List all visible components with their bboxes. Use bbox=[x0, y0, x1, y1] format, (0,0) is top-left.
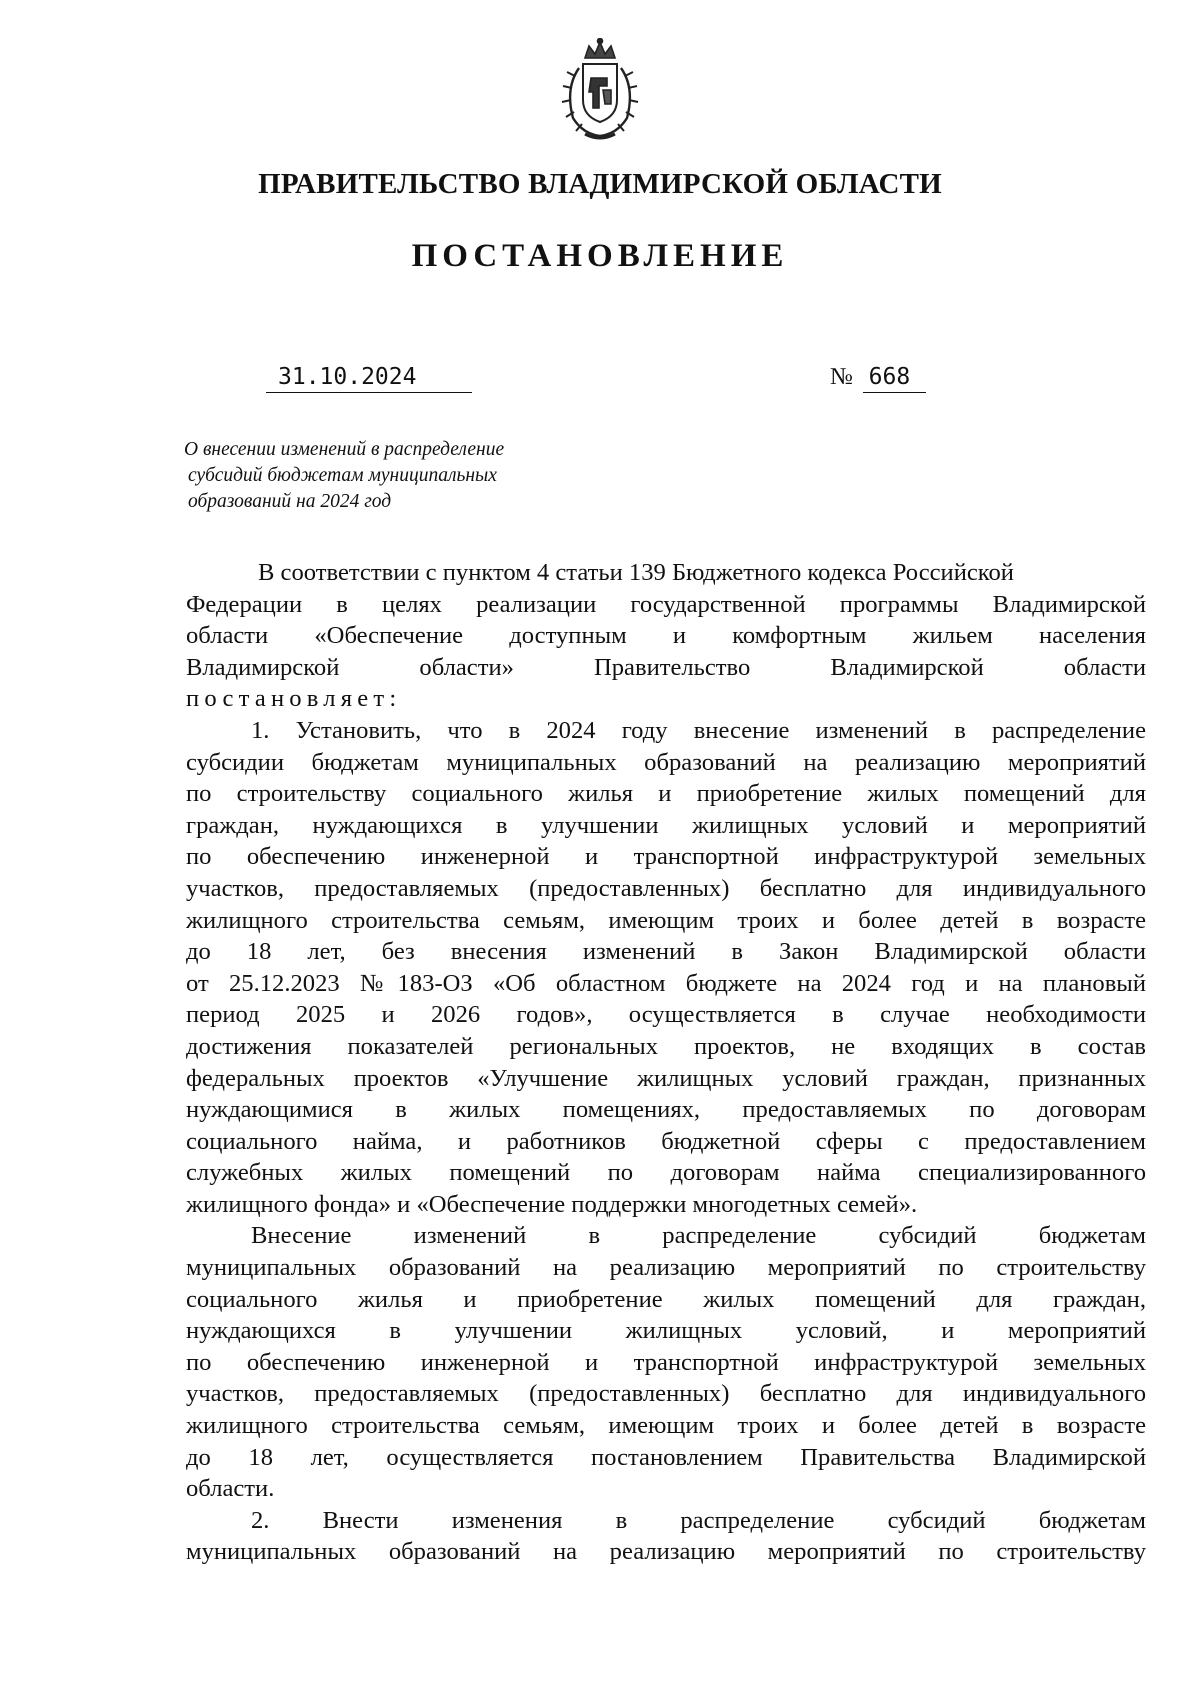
subject-line: О внесении изменений в распределение bbox=[184, 439, 505, 460]
item1-line: достижения показателей региональных проектов, не входящих в состав bbox=[186, 1032, 1146, 1060]
item1-paragraph2-line: до 18 лет, осуществляется постановлением Правительства Владимирской bbox=[186, 1443, 1146, 1471]
item1-line: по строительству социального жилья и приобретение жилых помещений для bbox=[186, 780, 1146, 808]
preamble-line: Владимирской области» Правительство Владимирской области bbox=[186, 653, 1146, 681]
number-value: 668 bbox=[863, 364, 927, 393]
item1-line: служебных жилых помещений по договорам найма специализированного bbox=[186, 1159, 1146, 1187]
subject-line: субсидий бюджетам муниципальных bbox=[188, 465, 497, 486]
item1-line: федеральных проектов «Улучшение жилищных условий граждан, признанных bbox=[186, 1064, 1146, 1092]
preamble-line: области «Обеспечение доступным и комфортным жильем населения bbox=[186, 622, 1146, 650]
document-number bbox=[830, 364, 926, 393]
item1-line: нуждающимися в жилых помещениях, предоставляемых по договорам bbox=[186, 1096, 1146, 1124]
organization-title: ПРАВИТЕЛЬСТВО ВЛАДИМИРСКОЙ ОБЛАСТИ bbox=[258, 168, 942, 200]
preamble-line: постановляет: bbox=[186, 685, 402, 713]
item1-line: субсидии бюджетам муниципальных образований на реализацию мероприятий bbox=[186, 748, 1146, 776]
item1-line: граждан, нуждающихся в улучшении жилищных условий и мероприятий bbox=[186, 811, 1146, 839]
document-body bbox=[186, 557, 1146, 1568]
item1-line: по обеспечению инженерной и транспортной инфраструктурой земельных bbox=[186, 843, 1146, 871]
item1-paragraph2-line: участков, предоставляемых (предоставленных) бесплатно для индивидуального bbox=[186, 1380, 1146, 1408]
item1-line: жилищного строительства семьям, имеющим троих и более детей в возрасте bbox=[186, 906, 1146, 934]
item1-line: жилищного фонда» и «Обеспечение поддержки многодетных семей». bbox=[186, 1190, 918, 1218]
document-subject bbox=[184, 437, 604, 515]
document-type: ПОСТАНОВЛЕНИЕ bbox=[411, 238, 789, 274]
item1-line: социального найма, и работников бюджетной сферы с предоставлением bbox=[186, 1127, 1146, 1155]
subject-line: образований на 2024 год bbox=[188, 491, 392, 512]
document-date: 31.10.2024 bbox=[266, 364, 472, 393]
item1-paragraph2-line: нуждающихся в улучшении жилищных условий, и мероприятий bbox=[186, 1317, 1146, 1345]
item2-line: 2. Внести изменения в распределение субсидий бюджетам bbox=[251, 1506, 1146, 1534]
item1-paragraph2-line: жилищного строительства семьям, имеющим троих и более детей в возрасте bbox=[186, 1412, 1146, 1440]
item1-line: 1. Установить, что в 2024 году внесение изменений в распределение bbox=[251, 716, 1146, 744]
item1-line: от 25.12.2023 №183-ОЗ «Об областном бюджете на 2024 год и на плановый bbox=[186, 969, 1146, 997]
preamble-line: В соответствии с пунктом 4 статьи 139 Бюджетного кодекса Российской bbox=[258, 559, 1014, 586]
item1-paragraph2-line: по обеспечению инженерной и транспортной инфраструктурой земельных bbox=[186, 1348, 1146, 1376]
item1-line: до 18 лет, без внесения изменений в Закон Владимирской области bbox=[186, 938, 1146, 966]
item2-line: муниципальных образований на реализацию мероприятий по строительству bbox=[186, 1538, 1146, 1566]
item1-line: период 2025 и 2026 годов», осуществляется в случае необходимости bbox=[186, 1001, 1146, 1029]
item1-line: участков, предоставляемых (предоставленных) бесплатно для индивидуального bbox=[186, 874, 1146, 902]
number-sign: № bbox=[830, 364, 853, 390]
coat-of-arms-icon bbox=[555, 38, 645, 144]
item1-paragraph2-line: Внесение изменений в распределение субсидий бюджетам bbox=[251, 1222, 1146, 1250]
item1-paragraph2-line: социального жилья и приобретение жилых помещений для граждан, bbox=[186, 1285, 1146, 1313]
item1-paragraph2-line: области. bbox=[186, 1475, 275, 1503]
item1-paragraph2-line: муниципальных образований на реализацию мероприятий по строительству bbox=[186, 1254, 1146, 1282]
preamble-line: Федерации в целях реализации государственной программы Владимирской bbox=[186, 590, 1146, 618]
